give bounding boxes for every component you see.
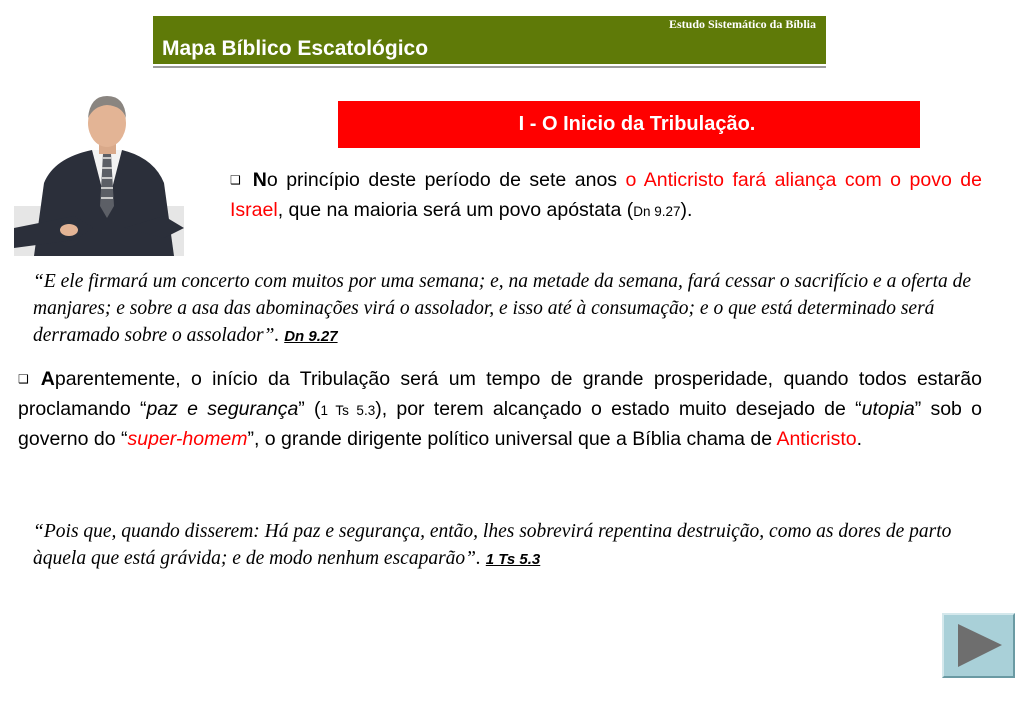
bible-reference-link[interactable]: Dn 9.27 [284,328,338,345]
checkbox-bullet-icon: ❑ [18,372,29,386]
header-divider [153,66,826,68]
bible-reference: 1 Ts 5.3 [320,403,376,418]
text-segment: ), por terem alcançado o estado muito desejado de “ [375,398,862,420]
businessman-photo [14,88,184,256]
text-segment: , que na maioria será um povo apóstata ( [277,199,634,221]
checkbox-bullet-icon: ❑ [230,173,241,187]
quote-open-mark: “ [33,521,44,542]
first-letter: A [40,368,55,390]
paragraph-prosperity [18,365,982,453]
text-segment: ). [680,199,693,221]
bible-reference: Dn 9.27 [633,204,681,219]
highlight-text: o Anticristo fará aliança com o povo de Israel [230,169,982,221]
header-subtitle: Estudo Sistemático da Bíblia [668,17,816,31]
scripture-quote-2 [33,518,983,573]
next-slide-button[interactable] [942,613,1015,678]
text-segment: ” ( [298,398,321,420]
quote-open-mark: “ [33,271,44,292]
quote-close-mark: ”. [465,548,481,569]
section-heading-banner [338,101,920,148]
quote-text: E ele firmará um concerto com muitos por uma semana; e, na metade da semana, fará cessar o sacrifício e a oferta de manjares; e sobre a asa das abominações virá o assolador, e isso até à consumação; e o que está determinado será derramado sobre o assolador [33,271,972,346]
text-segment: parentemente, o início da Tribulação será um tempo de grande prosperidade, quando todos estarão proclamando “ [18,368,982,420]
quote-text: Pois que, quando disserem: Há paz e segurança, então, lhes sobrevirá repentina destruição, como as dores de parto àquela que está grávida; e de modo nenhum escaparão [33,521,952,569]
text-segment: ” sob o governo do “ [18,398,982,450]
text-segment: o princípio deste período de sete anos [266,169,626,191]
text-segment: ”, o grande dirigente político universal que a Bíblia chama de [247,428,777,450]
page-title: Mapa Bíblico Escatológico [162,37,429,60]
header-bar [153,16,826,64]
quote-close-mark: ”. [263,325,280,346]
section-heading: I - O Inicio da Tribulação. [518,113,756,135]
first-letter: N [252,169,267,191]
highlight-text: Anticristo [776,428,857,450]
scripture-quote-1 [33,268,973,350]
highlight-italic-phrase: super-homem [127,428,248,450]
paragraph-intro [230,166,982,226]
play-arrow-icon [944,615,1013,676]
italic-phrase: paz e segurança [146,398,299,420]
bible-reference-link[interactable]: 1 Ts 5.3 [485,551,541,568]
text-segment: . [856,428,863,450]
italic-phrase: utopia [861,398,915,420]
